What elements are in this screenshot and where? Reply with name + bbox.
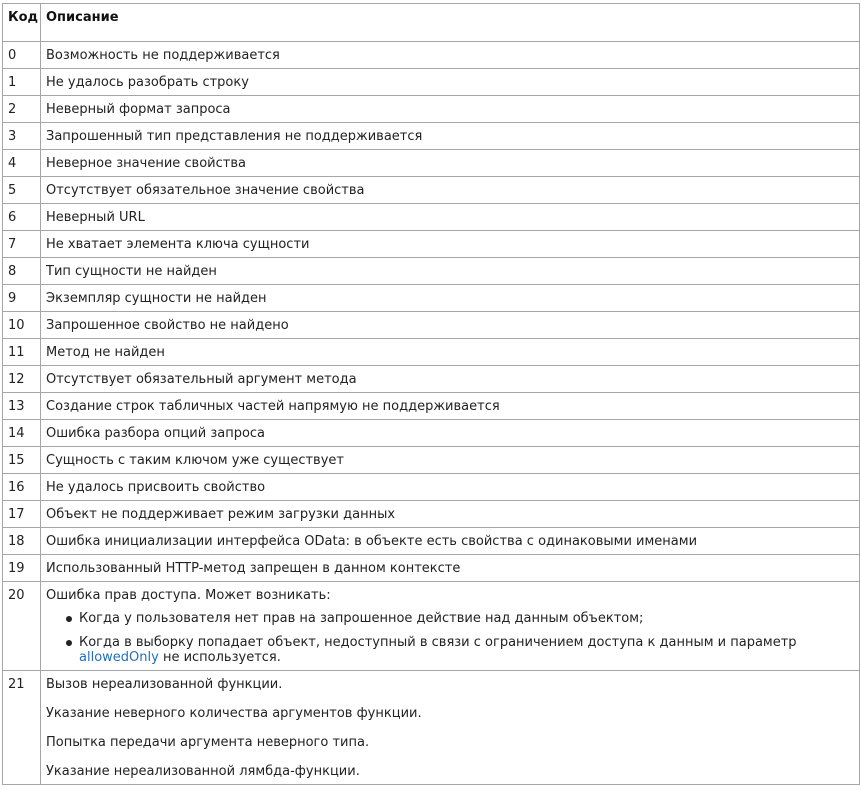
code-cell: 11 — [3, 339, 41, 366]
code-cell: 2 — [3, 96, 41, 123]
description-cell: Сущность с таким ключом уже существует — [41, 447, 860, 474]
description-cell: Не хватает элемента ключа сущности — [41, 231, 860, 258]
code-cell: 16 — [3, 474, 41, 501]
description-cell: Ошибка инициализации интерфейса OData: в объекте есть свойства с одинаковыми именами — [41, 528, 860, 555]
list-item — [66, 635, 854, 665]
table-row — [3, 555, 860, 582]
code-cell: 7 — [3, 231, 41, 258]
table-header-row — [3, 4, 860, 42]
code-cell: 18 — [3, 528, 41, 555]
bullet-text: Когда у пользователя нет прав на запрошенное действие над данным объектом; — [79, 611, 644, 626]
bullet-text-suffix: не используется. — [158, 650, 281, 665]
code-cell: 5 — [3, 177, 41, 204]
table-row — [3, 258, 860, 285]
description-cell: Использованный HTTP-метод запрещен в данном контексте — [41, 555, 860, 582]
description-cell: Тип сущности не найден — [41, 258, 860, 285]
table-row — [3, 96, 860, 123]
description-intro: Ошибка прав доступа. Может возникать: — [46, 588, 331, 603]
code-cell: 3 — [3, 123, 41, 150]
bullet-list — [46, 611, 854, 665]
description-cell: Отсутствует обязательное значение свойства — [41, 177, 860, 204]
table-row — [3, 231, 860, 258]
table-row — [3, 69, 860, 96]
description-cell: Не удалось присвоить свойство — [41, 474, 860, 501]
description-line: Указание неверного количества аргументов функции. — [46, 706, 422, 721]
description-cell: Неверный URL — [41, 204, 860, 231]
description-cell — [41, 582, 860, 671]
table-row — [3, 177, 860, 204]
table-row — [3, 420, 860, 447]
table-row — [3, 123, 860, 150]
table-row — [3, 150, 860, 177]
bullet-icon — [66, 616, 72, 622]
table-row — [3, 42, 860, 69]
table-row — [3, 366, 860, 393]
table-row — [3, 474, 860, 501]
code-cell: 1 — [3, 69, 41, 96]
table-row — [3, 285, 860, 312]
description-cell: Неверное значение свойства — [41, 150, 860, 177]
code-cell: 14 — [3, 420, 41, 447]
column-header-code: Код — [3, 4, 41, 42]
description-line: Указание нереализованной лямбда-функции. — [46, 764, 360, 779]
table-row — [3, 204, 860, 231]
bullet-text: Когда в выборку попадает объект, недоступный в связи с ограничением доступа к данным и параметр — [79, 635, 797, 650]
code-cell: 10 — [3, 312, 41, 339]
column-header-description: Описание — [41, 4, 860, 42]
description-cell: Запрошенный тип представления не поддерживается — [41, 123, 860, 150]
description-cell: Неверный формат запроса — [41, 96, 860, 123]
code-cell: 17 — [3, 501, 41, 528]
description-cell: Объект не поддерживает режим загрузки данных — [41, 501, 860, 528]
code-cell: 4 — [3, 150, 41, 177]
description-line: Вызов нереализованной функции. — [46, 677, 283, 692]
error-codes-table — [2, 3, 860, 785]
code-cell: 6 — [3, 204, 41, 231]
description-cell: Запрошенное свойство не найдено — [41, 312, 860, 339]
table-row — [3, 447, 860, 474]
table-row — [3, 501, 860, 528]
allowed-only-link[interactable]: allowedOnly — [79, 650, 159, 665]
code-cell: 12 — [3, 366, 41, 393]
bullet-icon — [66, 640, 72, 646]
code-cell: 19 — [3, 555, 41, 582]
table-row — [3, 312, 860, 339]
description-cell: Не удалось разобрать строку — [41, 69, 860, 96]
code-cell: 15 — [3, 447, 41, 474]
table-row — [3, 582, 860, 671]
description-line: Попытка передачи аргумента неверного типа. — [46, 735, 370, 750]
table-row — [3, 339, 860, 366]
description-cell: Возможность не поддерживается — [41, 42, 860, 69]
description-cell: Экземпляр сущности не найден — [41, 285, 860, 312]
code-cell: 13 — [3, 393, 41, 420]
code-cell: 9 — [3, 285, 41, 312]
description-cell: Метод не найден — [41, 339, 860, 366]
description-cell: Создание строк табличных частей напрямую не поддерживается — [41, 393, 860, 420]
list-item — [66, 611, 854, 626]
description-cell: Ошибка разбора опций запроса — [41, 420, 860, 447]
code-cell: 8 — [3, 258, 41, 285]
description-cell: Отсутствует обязательный аргумент метода — [41, 366, 860, 393]
table-row — [3, 528, 860, 555]
code-cell: 21 — [3, 671, 41, 785]
code-cell: 0 — [3, 42, 41, 69]
code-cell: 20 — [3, 582, 41, 671]
description-cell — [41, 671, 860, 785]
table-row — [3, 393, 860, 420]
table-body — [3, 42, 860, 785]
table-row — [3, 671, 860, 785]
